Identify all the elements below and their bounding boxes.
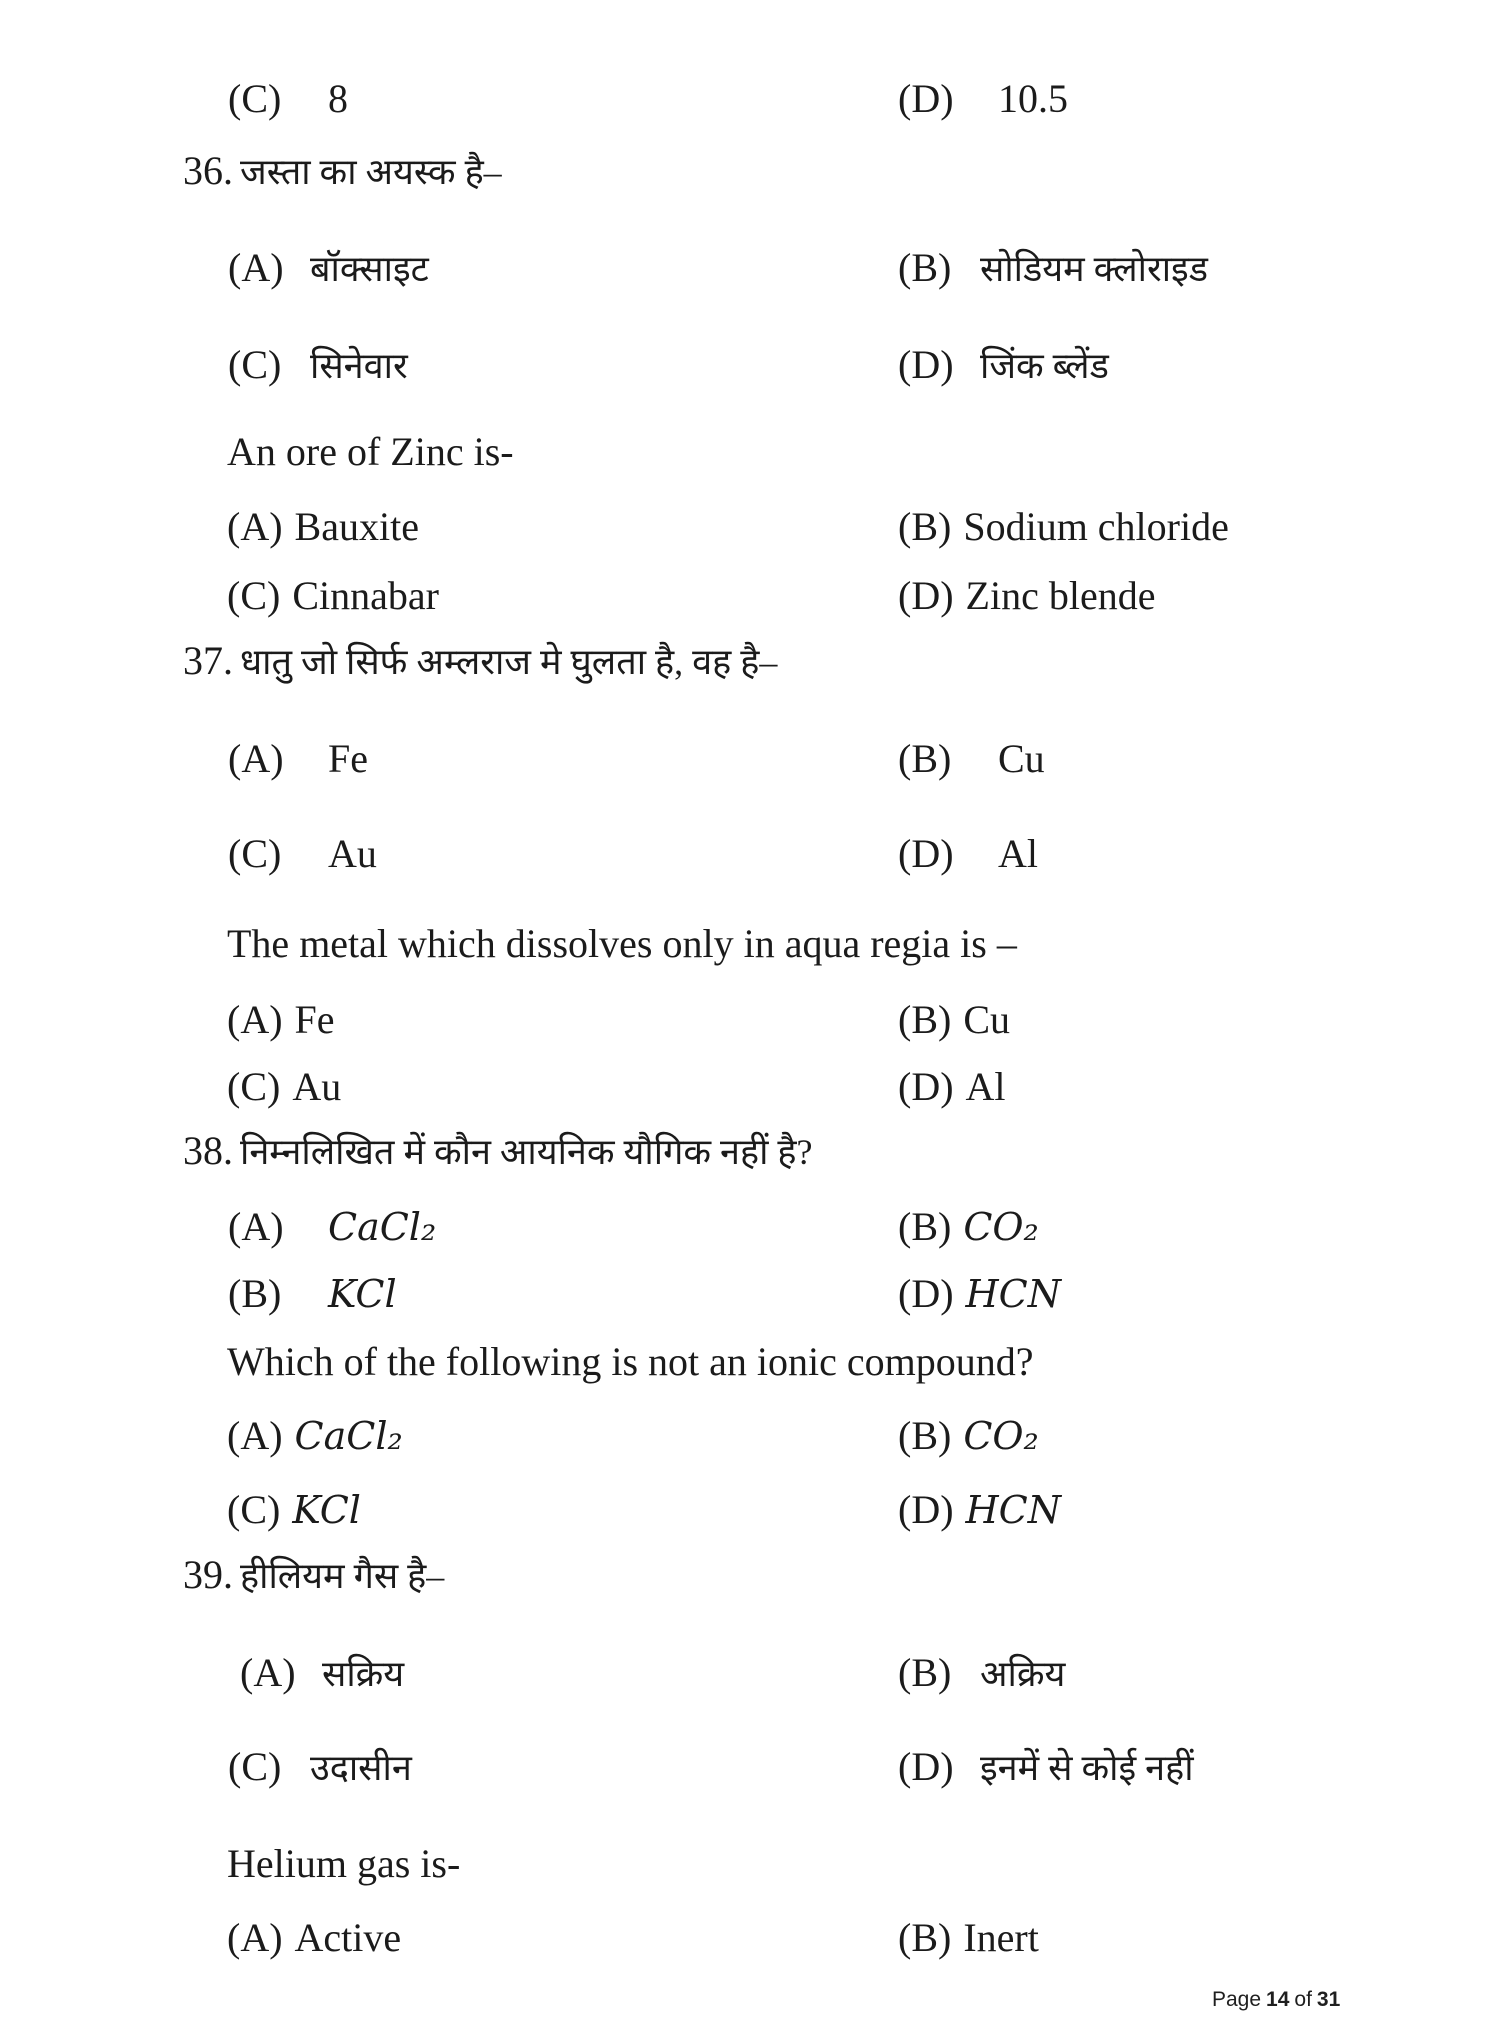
option-letter: (B) <box>898 1413 952 1458</box>
option-text: बॉक्साइट <box>310 249 429 289</box>
option-text: Cu <box>998 736 1045 781</box>
question-text-english: The metal which dissolves only in aqua regia is – <box>227 921 1017 966</box>
option-letter: (C) <box>228 1744 282 1789</box>
question-text-hindi: हीलियम गैस है– <box>240 1556 445 1596</box>
option-text: KCl <box>328 1272 397 1316</box>
option-letter: (C) <box>228 342 282 387</box>
option-text: सिनेवार <box>310 346 408 386</box>
option-letter: (C) <box>227 1487 281 1532</box>
option-text: Al <box>998 831 1038 876</box>
question-text-english: An ore of Zinc is- <box>227 429 514 474</box>
option-letter: (D) <box>898 831 954 876</box>
footer-of-word: of <box>1294 1988 1312 2011</box>
option-text: Inert <box>963 1915 1039 1960</box>
option-text: उदासीन <box>310 1748 412 1788</box>
option-text: CO₂ <box>963 1205 1039 1249</box>
option-text: Cinnabar <box>292 573 439 618</box>
footer-page-word: Page <box>1212 1988 1262 2011</box>
option-letter: (D) <box>898 1271 954 1316</box>
option-text: KCl <box>292 1488 361 1532</box>
option-text: Bauxite <box>294 504 419 549</box>
option-letter: (D) <box>898 1064 954 1109</box>
question-text-english: Helium gas is- <box>227 1841 461 1886</box>
option-text: जिंक ब्लेंड <box>980 346 1109 386</box>
option-text: सक्रिय <box>322 1654 405 1694</box>
question-text-hindi: जस्ता का अयस्क है– <box>240 152 502 192</box>
option-letter: (D) <box>898 1487 954 1532</box>
option-text: Al <box>965 1064 1006 1109</box>
option-text: CO₂ <box>963 1414 1039 1458</box>
option-letter: (A) <box>240 1650 296 1695</box>
option-text: Au <box>328 831 377 876</box>
option-letter: (B) <box>898 245 952 290</box>
option-text: Fe <box>294 997 335 1042</box>
option-letter: (A) <box>227 504 283 549</box>
option-letter: (C) <box>228 76 282 121</box>
option-text: Au <box>292 1064 342 1109</box>
option-letter: (B) <box>898 1650 952 1695</box>
option-text: HCN <box>965 1488 1061 1532</box>
option-letter: (D) <box>898 1744 954 1789</box>
option-letter: (C) <box>227 573 281 618</box>
option-text: HCN <box>965 1272 1061 1316</box>
option-letter: (C) <box>228 831 282 876</box>
option-text: Sodium chloride <box>963 504 1229 549</box>
option-letter: (C) <box>227 1064 281 1109</box>
question-text-english: Which of the following is not an ionic compound? <box>227 1339 1034 1384</box>
option-text: Active <box>294 1915 402 1960</box>
option-letter: (B) <box>898 736 952 781</box>
option-letter: (A) <box>227 1915 283 1960</box>
option-text: 10.5 <box>998 76 1068 121</box>
option-letter: (B) <box>898 1915 952 1960</box>
option-letter: (B) <box>898 1204 952 1249</box>
question-number: 39. <box>183 1552 233 1597</box>
option-letter: (A) <box>227 997 283 1042</box>
option-letter: (D) <box>898 342 954 387</box>
option-text: इनमें से कोई नहीं <box>980 1748 1194 1788</box>
question-text-hindi: धातु जो सिर्फ अम्लराज मे घुलता है, वह है– <box>240 642 778 682</box>
question-number: 37. <box>183 638 233 683</box>
option-letter: (A) <box>228 736 284 781</box>
footer-page-number: 14 <box>1266 1988 1290 2011</box>
option-letter: (A) <box>228 1204 284 1249</box>
footer-total-pages: 31 <box>1316 1988 1341 2011</box>
question-number: 36. <box>183 148 233 193</box>
option-text: CaCl₂ <box>294 1414 403 1458</box>
option-letter: (A) <box>228 245 284 290</box>
option-letter: (B) <box>228 1271 282 1316</box>
option-text: Fe <box>328 736 368 781</box>
question-number: 38. <box>183 1128 233 1173</box>
option-letter: (D) <box>898 573 954 618</box>
option-text: Cu <box>963 997 1011 1042</box>
option-text: 8 <box>328 76 348 121</box>
option-letter: (B) <box>898 997 952 1042</box>
option-letter: (A) <box>227 1413 283 1458</box>
option-letter: (B) <box>898 504 952 549</box>
option-text: सोडियम क्लोराइड <box>980 249 1208 289</box>
question-text-hindi: निम्नलिखित में कौन आयनिक यौगिक नहीं है? <box>240 1132 813 1172</box>
option-letter: (D) <box>898 76 954 121</box>
option-text: CaCl₂ <box>328 1205 437 1249</box>
page-footer <box>1212 1988 1340 2012</box>
option-text: Zinc blende <box>965 573 1156 618</box>
option-text: अक्रिय <box>980 1654 1066 1694</box>
